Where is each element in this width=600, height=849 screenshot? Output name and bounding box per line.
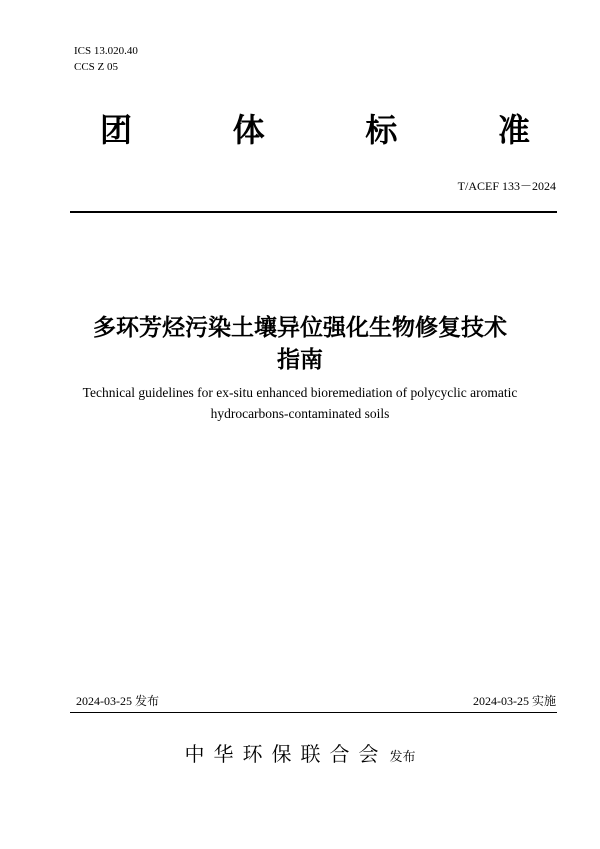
publisher: [0, 738, 600, 767]
chinese-title-line: 多环芳烃污染土壤异位强化生物修复技术: [93, 315, 507, 341]
chinese-title: [40, 312, 560, 376]
doc-type-char: 标: [365, 111, 398, 149]
classification-codes: [74, 43, 138, 75]
english-title-line: Technical guidelines for ex-situ enhanced bioremediation of polycyclic aromatic: [82, 385, 518, 400]
english-title-line: hydrocarbons-contaminated soils: [210, 406, 390, 421]
ics-code: ICS 13.020.40: [74, 45, 138, 57]
bottom-divider: [70, 712, 557, 713]
english-title: [40, 382, 560, 424]
ccs-code: CCS Z 05: [74, 61, 119, 73]
chinese-title-line: 指南: [277, 347, 323, 373]
doc-type-char: 体: [232, 111, 265, 149]
issue-date: 2024-03-25 发布: [76, 694, 159, 708]
doc-type-char: 团: [100, 111, 133, 149]
doc-type-char: 准: [497, 111, 530, 149]
top-divider: [70, 211, 557, 213]
publisher-name: 中华环保联合会: [184, 742, 388, 766]
standard-number: T/ACEF 133－2024: [457, 179, 556, 193]
implementation-date: 2024-03-25 实施: [473, 694, 556, 708]
document-type-heading: [100, 108, 530, 152]
publisher-suffix: 发布: [389, 750, 416, 765]
